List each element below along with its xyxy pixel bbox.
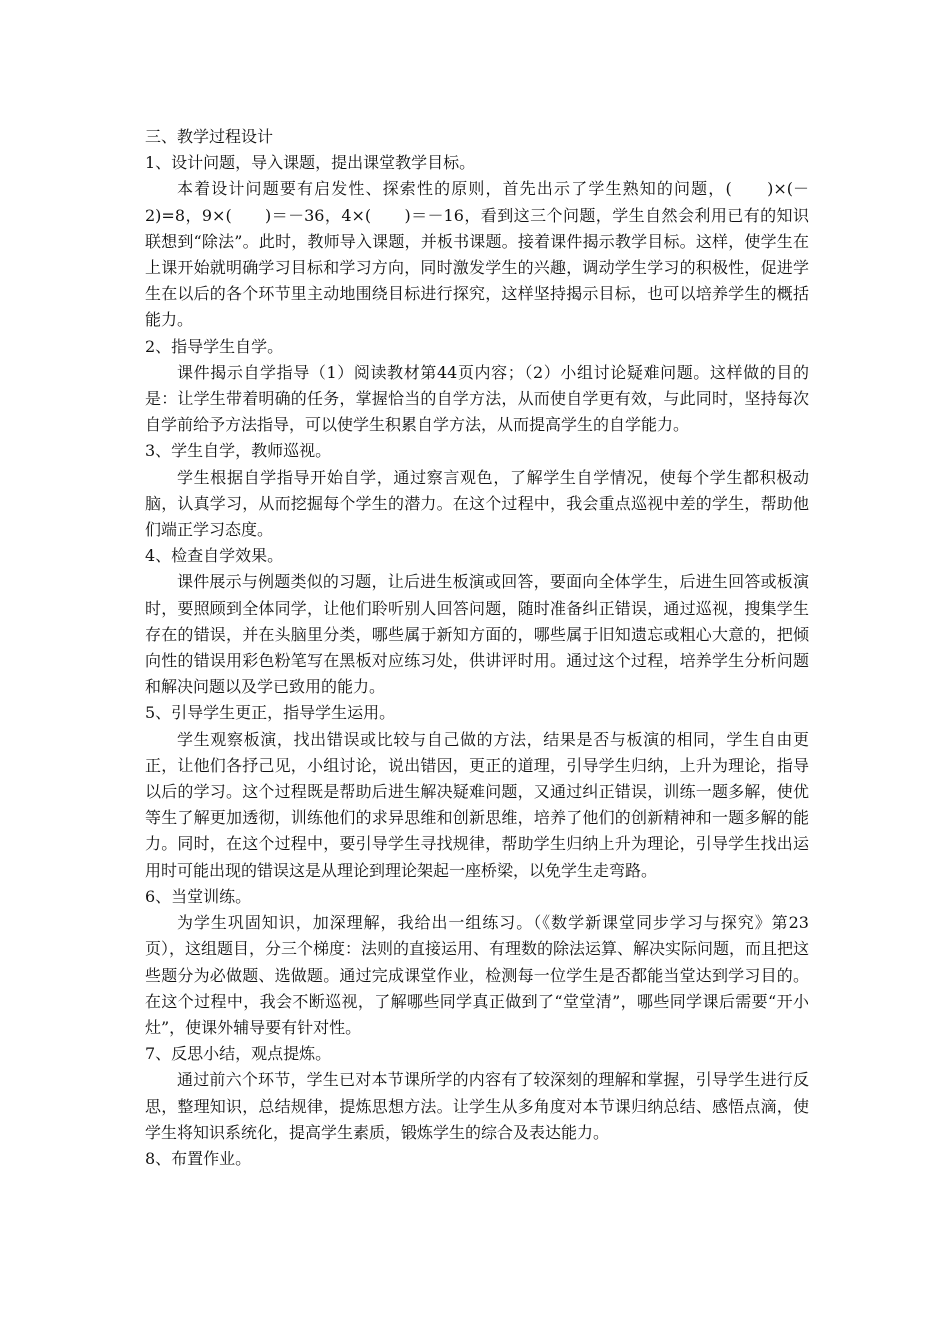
document-page (145, 124, 809, 1172)
section-1-heading: 1、设计问题，导入课题，提出课堂教学目标。 (145, 153, 476, 173)
document-title: 三、教学过程设计 (145, 127, 274, 146)
section-4-body: 课件展示与例题类似的习题，让后进生板演或回答，要面向全体学生，后进生回答或板演时，要照顾到全体同学，让他们聆听别人回答问题，随时准备纠正错误，通过巡视，搜集学生存在的错误，并在头脑里分类，哪些属于新知方面的，哪些属于旧知遗忘或粗心大意的，把倾向性的错误用彩色粉笔写在黑板对应练习处，供讲评时用。通过这个过程，培养学生分析问题和解决问题以及学已致用的能力。 (145, 572, 809, 697)
section-6-body: 为学生巩固知识，加深理解，我给出一组练习。（《数学新课堂同步学习与探究》第23页），这组题目，分三个梯度：法则的直接运用、有理数的除法运算、解决实际问题，而且把这些题分为必做题、选做题。通过完成课堂作业，检测每一位学生是否都能当堂达到学习目的。在这个过程中，我会不断巡视，了解哪些同学真正做到了“堂堂清”，哪些同学课后需要“开小灶”，使课外辅导要有针对性。 (145, 913, 810, 1037)
section-7-body: 通过前六个环节，学生已对本节课所学的内容有了较深刻的理解和掌握，引导学生进行反思，整理知识，总结规律，提炼思想方法。让学生从多角度对本节课归纳总结、感悟点滴，使学生将知识系统化，提高学生素质，锻炼学生的综合及表达能力。 (145, 1070, 809, 1142)
section-3-body: 学生根据自学指导开始自学，通过察言观色，了解学生自学情况，使每个学生都积极动脑，认真学习，从而挖掘每个学生的潜力。在这个过程中，我会重点巡视中差的学生，帮助他们端正学习态度。 (145, 467, 809, 540)
section-2-body: 课件揭示自学指导（1）阅读教材第44页内容；（2）小组讨论疑难问题。这样做的目的是：让学生带着明确的任务，掌握恰当的自学方法，从而使自学更有效，与此同时，坚持每次自学前给予方法指导，可以使学生积累自学方法，从而提高学生的自学能力。 (145, 362, 809, 435)
section-1-body: 本着设计问题要有启发性、探索性的原则，首先出示了学生熟知的问题，( )×(－2)=8，9×( )＝－36，4×( )＝－16，看到这三个问题，学生自然会利用已有的知识联想到“除法”。此时，教师导入课题，并板书课题。接着课件揭示教学目标。这样，使学生在上课开始就明确学习目标和学习方向，同时激发学生的兴趣，调动学生学习的积极性，促进学生在以后的各个环节里主动地围绕目标进行探究，这样坚持揭示目标，也可以培养学生的概括能力。 (145, 179, 809, 330)
section-4-heading: 4、检查自学效果。 (145, 546, 284, 566)
section-8-heading: 8、布置作业。 (145, 1148, 252, 1168)
section-7-heading: 7、反思小结，观点提炼。 (145, 1044, 332, 1064)
section-5-heading: 5、引导学生更正，指导学生运用。 (145, 703, 396, 723)
section-3-heading: 3、学生自学，教师巡视。 (145, 441, 332, 461)
section-5-body: 学生观察板演，找出错误或比较与自己做的方法，结果是否与板演的相同，学生自由更正，让他们各抒己见，小组讨论，说出错因，更正的道理，引导学生归纳，上升为理论，指导以后的学习。这个过程既是帮助后进生解决疑难问题，又通过纠正错误，训练一题多解，使优等生了解更加透彻，训练他们的求异思维和创新思维，培养了他们的创新精神和一题多解的能力。同时，在这个过程中，要引导学生寻找规律，帮助学生归纳上升为理论，引导学生找出运用时可能出现的错误这是从理论到理论架起一座桥梁，以免学生走弯路。 (145, 729, 809, 880)
section-6-heading: 6、当堂训练。 (145, 886, 252, 906)
section-2-heading: 2、指导学生自学。 (145, 336, 284, 356)
